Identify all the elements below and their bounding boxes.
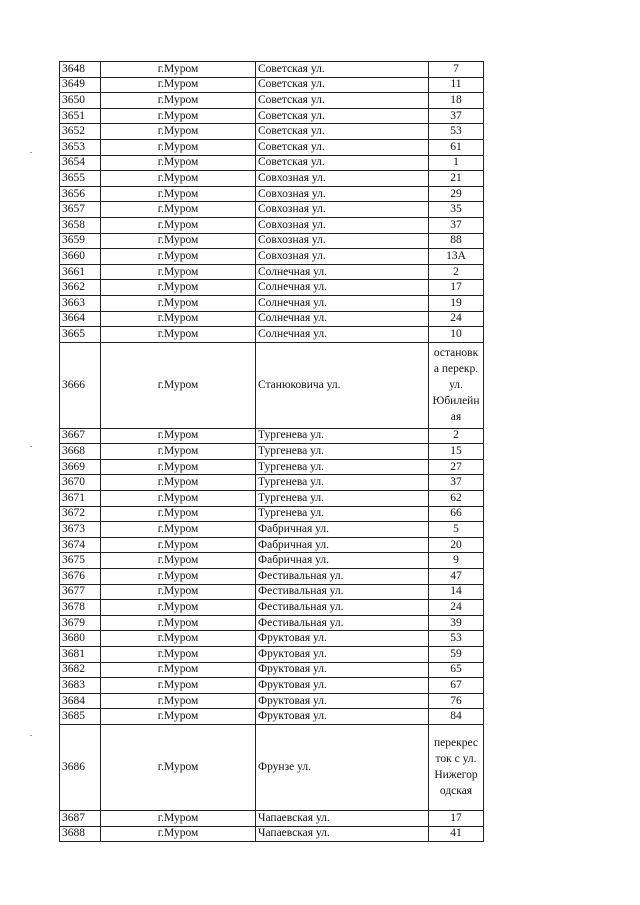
table-row [60,444,484,460]
row-number-cell: 3672 [60,506,101,522]
row-number-cell: 3655 [60,171,101,187]
row-number-cell: 3653 [60,139,101,155]
city-cell: г.Муром [101,600,256,616]
street-cell: Фестивальная ул. [256,615,429,631]
city-cell: г.Муром [101,249,256,265]
table-row [60,155,484,171]
house-cell: 14 [429,584,484,600]
row-number-cell: 3673 [60,522,101,538]
house-cell: 2 [429,264,484,280]
house-cell: 76 [429,693,484,709]
house-cell: 41 [429,826,484,842]
city-cell: г.Муром [101,155,256,171]
street-cell: Тургенева ул. [256,428,429,444]
street-cell: Фабричная ул. [256,537,429,553]
house-cell-line: Юбилейн [432,395,480,408]
house-cell: 10 [429,327,484,343]
house-cell-line: ая [450,411,462,424]
street-cell: Совхозная ул. [256,249,429,265]
table-row [60,553,484,569]
house-cell-line: перекрес [434,737,478,750]
house-cell: 13А [429,249,484,265]
row-number-cell: 3678 [60,600,101,616]
table-row [60,77,484,93]
table-row [60,186,484,202]
city-cell: г.Муром [101,459,256,475]
street-cell: Советская ул. [256,62,429,78]
street-cell: Солнечная ул. [256,264,429,280]
address-table [59,61,484,842]
table-row [60,475,484,491]
house-cell: 15 [429,444,484,460]
street-cell: Тургенева ул. [256,475,429,491]
city-cell: г.Муром [101,631,256,647]
house-cell: 62 [429,491,484,507]
house-cell: 17 [429,280,484,296]
house-cell: 37 [429,108,484,124]
street-cell: Совхозная ул. [256,233,429,249]
city-cell: г.Муром [101,810,256,826]
street-cell: Совхозная ул. [256,171,429,187]
city-cell: г.Муром [101,233,256,249]
house-cell: 47 [429,569,484,585]
street-cell: Совхозная ул. [256,217,429,233]
row-number-cell: 3654 [60,155,101,171]
row-number-cell: 3687 [60,810,101,826]
row-number-cell: 3659 [60,233,101,249]
row-number-cell: 3685 [60,709,101,725]
row-number-cell: 3677 [60,584,101,600]
city-cell: г.Муром [101,724,256,810]
house-cell: 53 [429,124,484,140]
street-cell: Фруктовая ул. [256,693,429,709]
city-cell: г.Муром [101,77,256,93]
street-cell: Фабричная ул. [256,553,429,569]
street-cell: Совхозная ул. [256,186,429,202]
house-cell: 21 [429,171,484,187]
table-row [60,428,484,444]
city-cell: г.Муром [101,444,256,460]
city-cell: г.Муром [101,506,256,522]
city-cell: г.Муром [101,693,256,709]
table-row [60,506,484,522]
table-row [60,662,484,678]
city-cell: г.Муром [101,202,256,218]
house-cell: 24 [429,600,484,616]
street-cell: Тургенева ул. [256,491,429,507]
table-row [60,93,484,109]
house-cell-line: ул. [449,379,463,392]
table-row [60,311,484,327]
house-cell [429,342,484,428]
table-row [60,810,484,826]
table-row [60,600,484,616]
row-number-cell: 3656 [60,186,101,202]
row-number-cell: 3649 [60,77,101,93]
street-cell: Чапаевская ул. [256,826,429,842]
city-cell: г.Муром [101,475,256,491]
row-number-cell: 3670 [60,475,101,491]
table-row [60,826,484,842]
city-cell: г.Муром [101,678,256,694]
table-row [60,139,484,155]
table-row [60,631,484,647]
scan-speck [30,152,32,153]
table-row [60,233,484,249]
house-cell-line: одская [439,785,473,798]
house-cell: 20 [429,537,484,553]
street-cell: Фруктовая ул. [256,631,429,647]
street-cell: Солнечная ул. [256,311,429,327]
house-cell [429,724,484,810]
city-cell: г.Муром [101,342,256,428]
row-number-cell: 3681 [60,647,101,663]
street-cell: Советская ул. [256,108,429,124]
city-cell: г.Муром [101,428,256,444]
house-cell: 18 [429,93,484,109]
row-number-cell: 3668 [60,444,101,460]
city-cell: г.Муром [101,537,256,553]
scan-speck [30,735,32,736]
table-row [60,327,484,343]
city-cell: г.Муром [101,108,256,124]
row-number-cell: 3666 [60,342,101,428]
row-number-cell: 3665 [60,327,101,343]
row-number-cell: 3682 [60,662,101,678]
table-row [60,693,484,709]
house-cell: 66 [429,506,484,522]
row-number-cell: 3651 [60,108,101,124]
house-cell: 67 [429,678,484,694]
street-cell: Советская ул. [256,124,429,140]
row-number-cell: 3679 [60,615,101,631]
row-number-cell: 3671 [60,491,101,507]
row-number-cell: 3684 [60,693,101,709]
row-number-cell: 3663 [60,295,101,311]
house-cell: 19 [429,295,484,311]
city-cell: г.Муром [101,553,256,569]
street-cell: Солнечная ул. [256,280,429,296]
table-row [60,171,484,187]
table-row [60,249,484,265]
city-cell: г.Муром [101,826,256,842]
house-cell: 37 [429,217,484,233]
house-cell: 2 [429,428,484,444]
house-cell: 59 [429,647,484,663]
house-cell-line: а перекр. [433,363,479,376]
row-number-cell: 3675 [60,553,101,569]
city-cell: г.Муром [101,327,256,343]
row-number-cell: 3664 [60,311,101,327]
row-number-cell: 3688 [60,826,101,842]
house-cell: 84 [429,709,484,725]
table-row [60,615,484,631]
table-row [60,709,484,725]
row-number-cell: 3658 [60,217,101,233]
table-row [60,584,484,600]
street-cell: Советская ул. [256,155,429,171]
row-number-cell: 3648 [60,62,101,78]
street-cell: Советская ул. [256,77,429,93]
row-number-cell: 3652 [60,124,101,140]
row-number-cell: 3686 [60,724,101,810]
city-cell: г.Муром [101,491,256,507]
row-number-cell: 3662 [60,280,101,296]
row-number-cell: 3660 [60,249,101,265]
address-table-body [60,62,484,842]
row-number-cell: 3680 [60,631,101,647]
street-cell: Советская ул. [256,139,429,155]
street-cell: Совхозная ул. [256,202,429,218]
scan-speck [30,446,32,447]
table-row [60,124,484,140]
row-number-cell: 3674 [60,537,101,553]
house-cell-line: Нижегор [434,769,478,782]
street-cell: Фрунзе ул. [256,724,429,810]
city-cell: г.Муром [101,709,256,725]
table-row [60,647,484,663]
city-cell: г.Муром [101,171,256,187]
city-cell: г.Муром [101,280,256,296]
table-row [60,280,484,296]
city-cell: г.Муром [101,186,256,202]
street-cell: Солнечная ул. [256,295,429,311]
street-cell: Фруктовая ул. [256,678,429,694]
house-cell: 65 [429,662,484,678]
house-cell: 5 [429,522,484,538]
row-number-cell: 3683 [60,678,101,694]
street-cell: Станюковича ул. [256,342,429,428]
house-cell: 35 [429,202,484,218]
house-cell: 27 [429,459,484,475]
street-cell: Фруктовая ул. [256,647,429,663]
city-cell: г.Муром [101,569,256,585]
street-cell: Фруктовая ул. [256,662,429,678]
street-cell: Фабричная ул. [256,522,429,538]
city-cell: г.Муром [101,124,256,140]
street-cell: Тургенева ул. [256,459,429,475]
city-cell: г.Муром [101,217,256,233]
table-row [60,202,484,218]
street-cell: Солнечная ул. [256,327,429,343]
house-cell-line: остановк [433,347,479,360]
street-cell: Фруктовая ул. [256,709,429,725]
street-cell: Чапаевская ул. [256,810,429,826]
house-cell: 11 [429,77,484,93]
table-row [60,62,484,78]
house-cell: 24 [429,311,484,327]
table-row [60,342,484,428]
city-cell: г.Муром [101,264,256,280]
row-number-cell: 3661 [60,264,101,280]
city-cell: г.Муром [101,662,256,678]
city-cell: г.Муром [101,615,256,631]
table-row [60,459,484,475]
house-cell: 61 [429,139,484,155]
city-cell: г.Муром [101,647,256,663]
house-cell: 17 [429,810,484,826]
table-row [60,295,484,311]
street-cell: Советская ул. [256,93,429,109]
house-cell: 1 [429,155,484,171]
house-cell: 88 [429,233,484,249]
street-cell: Тургенева ул. [256,444,429,460]
table-row [60,491,484,507]
city-cell: г.Муром [101,311,256,327]
city-cell: г.Муром [101,93,256,109]
row-number-cell: 3650 [60,93,101,109]
table-row [60,678,484,694]
street-cell: Тургенева ул. [256,506,429,522]
table-row [60,569,484,585]
table-row [60,522,484,538]
house-cell: 39 [429,615,484,631]
row-number-cell: 3669 [60,459,101,475]
house-cell: 37 [429,475,484,491]
city-cell: г.Муром [101,62,256,78]
city-cell: г.Муром [101,295,256,311]
street-cell: Фестивальная ул. [256,600,429,616]
city-cell: г.Муром [101,139,256,155]
street-cell: Фестивальная ул. [256,584,429,600]
table-row [60,264,484,280]
row-number-cell: 3657 [60,202,101,218]
house-cell: 53 [429,631,484,647]
city-cell: г.Муром [101,522,256,538]
table-row [60,537,484,553]
row-number-cell: 3667 [60,428,101,444]
table-row [60,217,484,233]
row-number-cell: 3676 [60,569,101,585]
city-cell: г.Муром [101,584,256,600]
street-cell: Фестивальная ул. [256,569,429,585]
house-cell-line: ток с ул. [435,753,477,766]
house-cell: 9 [429,553,484,569]
house-cell: 7 [429,62,484,78]
house-cell: 29 [429,186,484,202]
table-row [60,724,484,810]
table-row [60,108,484,124]
